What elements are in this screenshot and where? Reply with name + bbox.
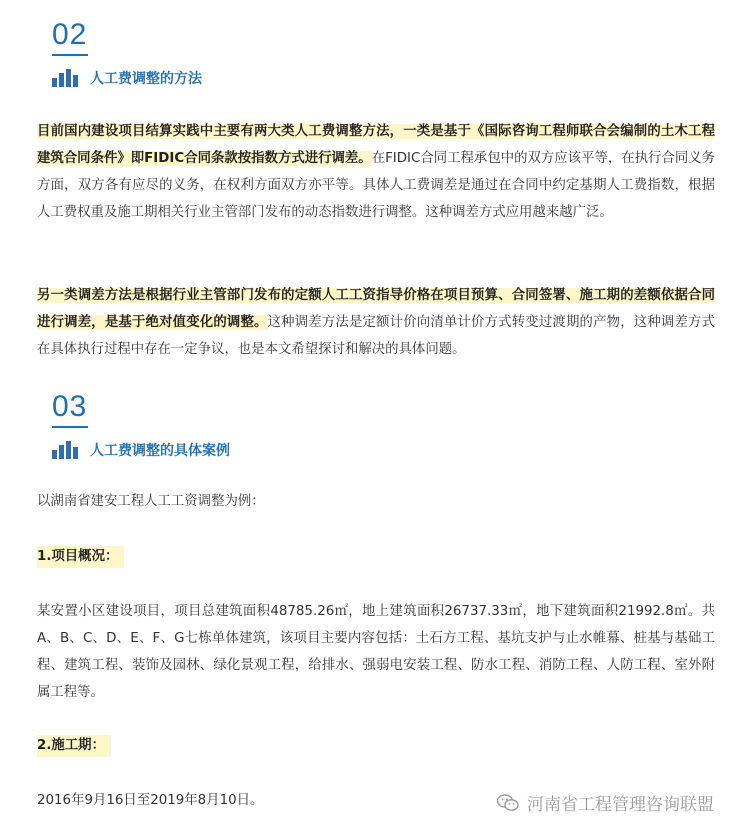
item-label: 1.项目概况：: [37, 546, 124, 568]
body-text: 这种调差方法是定额计价向清单计价方式转变过渡期的产物，这种调差方式在具体执行过程中存在一定争议，也是本文希望探讨和解决的具体问题。: [37, 315, 715, 357]
section-title: 人工费调整的具体案例: [90, 443, 230, 459]
wechat-icon: [497, 794, 519, 812]
body-text: 在FIDIC合同工程承包中的双方应该平等，在执行合同义务方面，双方各有应尽的义务，在权利方面双方亦平等。具体人工费调差是通过在合同中约定基期人工费指数，根据人工费权重及施工期相关行业主管部门发布的动态指数进行调整。这种调差方式应用越来越广泛。: [37, 151, 715, 220]
section-title: 人工费调整的方法: [90, 71, 202, 87]
paragraph-2: [37, 282, 715, 363]
highlighted-text: 目前国内建设项目结算实践中主要有两大类人工费调整方法，一类是基于《国际咨询工程师联合会编制的土木工程建筑合同条件》即FIDIC合同条款按指数方式进行调差。: [37, 124, 715, 166]
bar-chart-icon: [52, 69, 78, 87]
paragraph-1: [37, 118, 715, 226]
project-overview-text: 某安置小区建设项目，项目总建筑面积48785.26㎡，地上建筑面积26737.33㎡，地下建筑面积21992.8㎡。共A、B、C、D、E、F、G七栋单体建筑，该项目主要内容包括：土石方工程、基坑支护与止水帷幕、桩基与基础工程、建筑工程、装饰及园林、绿化景观工程，给排水、强弱电安装工程、防水工程、消防工程、人防工程、室外附属工程等。: [37, 604, 715, 700]
section-number-underline: [52, 54, 88, 56]
intro-text: 以湖南省建安工程人工工资调整为例：: [37, 494, 265, 509]
section-heading: [52, 68, 202, 88]
section-number-underline: [52, 426, 88, 428]
watermark-text: 河南省工程管理咨询联盟: [527, 795, 714, 815]
item-label: 2.施工期：: [37, 735, 111, 757]
construction-period-text: 2016年9月16日至2019年8月10日。: [37, 793, 264, 808]
highlighted-text: 另一类调差方法是根据行业主管部门发布的定额人工工资指导价格在项目预算、合同签署、施工期的差额依据合同进行调差，是基于绝对值变化的调整。: [37, 288, 715, 330]
bar-chart-icon: [52, 441, 78, 459]
section-heading: [52, 440, 230, 460]
section-number: 02: [52, 18, 88, 51]
section-number: 03: [52, 390, 88, 423]
watermark: [497, 790, 714, 815]
